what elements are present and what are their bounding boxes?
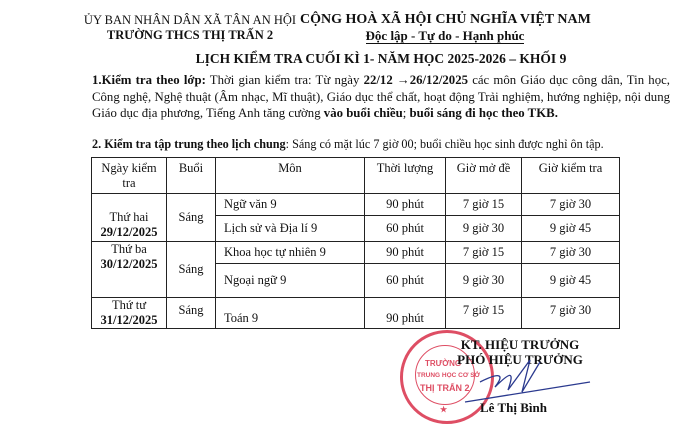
open-time-cell: 7 giờ 15: [446, 194, 522, 216]
header-duration: Thời lượng: [365, 158, 446, 194]
weekday: Thứ ba: [111, 242, 147, 256]
start-time-cell: 9 giờ 45: [522, 264, 620, 298]
handwritten-signature: [460, 352, 600, 407]
duration-cell: 90 phút: [365, 194, 446, 216]
section-2: [92, 137, 604, 152]
start-time-cell: 7 giờ 30: [522, 242, 620, 264]
session-cell: Sáng: [167, 242, 216, 298]
header-subject: Môn: [216, 158, 365, 194]
section-1-text-2: các môn Giáo dục công dân, Tin học, Công nghệ, Nghệ thuật (Âm nhạc, Mĩ thuật), Giáo dục thể chất, hoạt động Trải nghiệm, hướng nghiệp, nội dung Giáo dục địa phương, Tiếng Anh tăng cường: [92, 73, 670, 120]
authority-name: ỦY BAN NHÂN DÂN XÃ TÂN AN HỘI: [83, 13, 297, 27]
header-date: Ngày kiểm tra: [92, 158, 167, 194]
subject-cell: Ngoại ngữ 9: [216, 264, 365, 298]
duration-cell: 90 phút: [365, 242, 446, 264]
header-open-time: Giờ mở đề: [446, 158, 522, 194]
date: 29/12/2025: [100, 224, 158, 239]
day-cell: [92, 242, 167, 298]
start-time-cell: 7 giờ 30: [522, 298, 620, 329]
section-1-dates: 22/12 →26/12/2025: [363, 73, 468, 87]
motto-text: Độc lập - Tự do - Hạnh phúc: [365, 28, 525, 43]
subject-cell: Toán 9: [216, 298, 365, 329]
section-1-sep: ;: [402, 106, 410, 120]
start-time-cell: 7 giờ 30: [522, 194, 620, 216]
section-2-text: : Sáng có mặt lúc 7 giờ 00; buổi chiều học sinh được nghỉ ôn tập.: [285, 137, 604, 151]
date: 30/12/2025: [100, 257, 158, 271]
header-start-time: Giờ kiểm tra: [522, 158, 620, 194]
national-title: CỘNG HOÀ XÃ HỘI CHỦ NGHĨA VIỆT NAM: [300, 12, 591, 27]
subject-cell: Ngữ văn 9: [216, 194, 365, 216]
date: 31/12/2025: [100, 313, 158, 327]
signer-name: Lê Thị Bình: [480, 400, 547, 415]
open-time-cell: 7 giờ 15: [446, 242, 522, 264]
session-cell: Sáng: [167, 194, 216, 242]
section-2-label: 2. Kiểm tra tập trung theo lịch chung: [92, 137, 286, 151]
day-cell: [92, 298, 167, 329]
school-name: TRƯỜNG THCS THỊ TRẤN 2: [106, 28, 274, 42]
stamp-star-icon: ★: [440, 405, 448, 414]
subject-cell: Lịch sử và Địa lí 9: [216, 216, 365, 242]
section-1-morning: buổi sáng đi học theo TKB.: [409, 106, 558, 120]
session-cell: Sáng: [167, 298, 216, 329]
signer-title-2: PHÓ HIỆU TRƯỞNG: [457, 352, 583, 367]
table-header-row: [92, 158, 620, 194]
national-motto: [300, 28, 590, 44]
table-row: [92, 242, 620, 264]
section-1-label: 1.Kiểm tra theo lớp:: [92, 73, 206, 87]
section-1-text: Thời gian kiểm tra: Từ ngày: [205, 73, 364, 87]
open-time-cell: 7 giờ 15: [446, 298, 522, 329]
section-1: [92, 72, 670, 122]
table-row: [92, 194, 620, 216]
exam-schedule-table: [91, 157, 620, 329]
duration-cell: 90 phút: [365, 298, 446, 329]
page-title: LỊCH KIỂM TRA CUỐI KÌ 1- NĂM HỌC 2025-2026 – KHỐI 9: [195, 51, 567, 66]
open-time-cell: 9 giờ 30: [446, 264, 522, 298]
weekday: Thứ tư: [111, 298, 147, 312]
stamp-text-2: TRUNG HỌC CƠ SỞ: [417, 372, 481, 379]
section-1-afternoon: vào buổi chiều: [323, 106, 403, 120]
duration-cell: 60 phút: [365, 216, 446, 242]
start-time-cell: 9 giờ 45: [522, 216, 620, 242]
table-row: [92, 298, 620, 329]
header-session: Buổi: [167, 158, 216, 194]
day-cell: [92, 194, 167, 242]
open-time-cell: 9 giờ 30: [446, 216, 522, 242]
stamp-text-3: THỊ TRẤN 2: [420, 383, 470, 393]
duration-cell: 60 phút: [365, 264, 446, 298]
weekday: Thứ hai: [109, 209, 149, 224]
stamp-text-1: TRƯỜNG: [425, 359, 462, 368]
subject-cell: Khoa học tự nhiên 9: [216, 242, 365, 264]
signer-title-1: KT. HIỆU TRƯỞNG: [460, 337, 580, 352]
